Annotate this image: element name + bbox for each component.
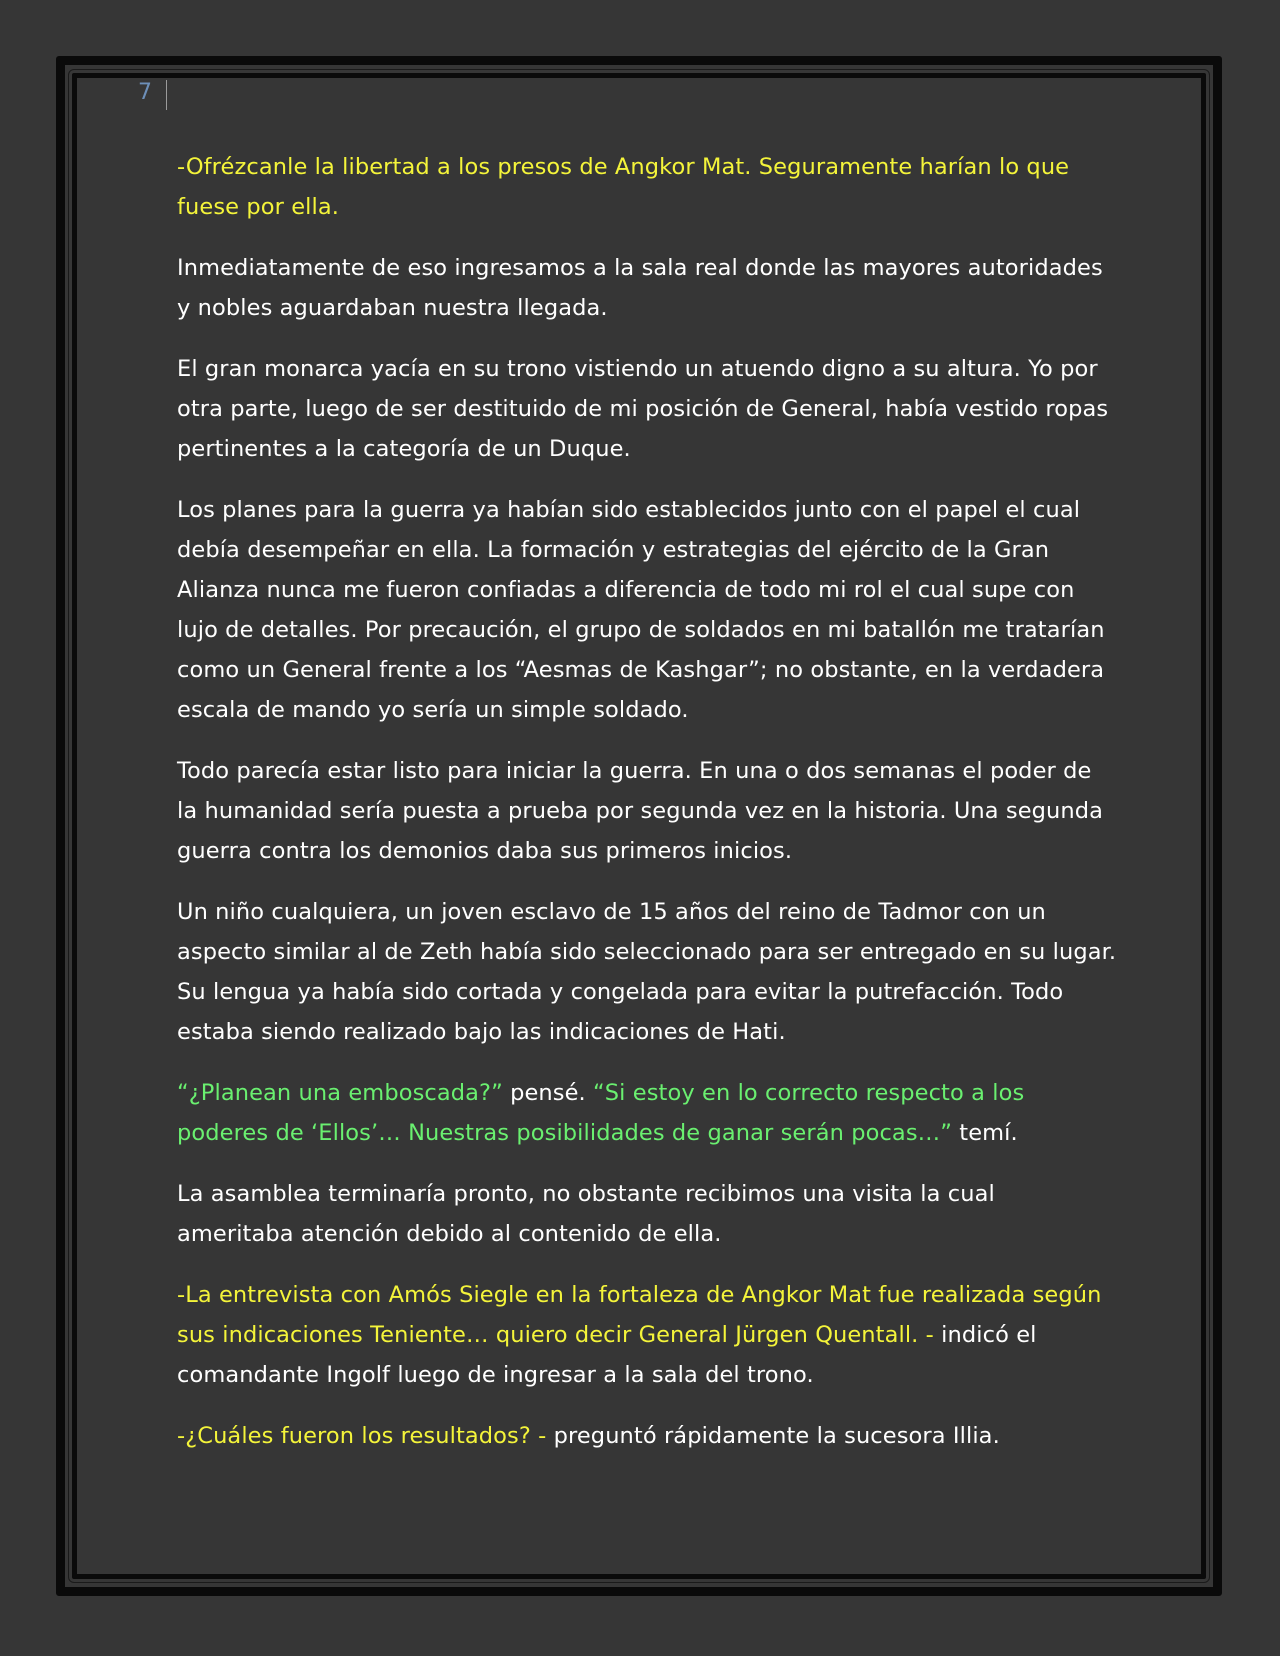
paragraph-narration-nino	[177, 892, 1117, 1052]
narration-text: Inmediatamente de eso ingresamos a la sala real donde las mayores autoridades y nobles aguardaban nuestra llegada.	[177, 255, 1103, 321]
paragraph-dialogue-entrevista	[177, 1275, 1117, 1395]
thought-text: “Si estoy en lo correcto respecto a los poderes de ‘Ellos’… Nuestras posibilidades de ganar serán pocas…”	[177, 1080, 1025, 1146]
page-body	[177, 147, 1117, 1477]
narration-text: El gran monarca yacía en su trono vistiendo un atuendo digno a su altura. Yo por otra parte, luego de ser destituido de mi posición de General, había vestido ropas pertinentes a la categoría de un Duque.	[177, 356, 1109, 462]
narration-text: pensé.	[502, 1080, 594, 1106]
page-number: 7	[138, 80, 152, 105]
thought-text: “¿Planean una emboscada?”	[177, 1080, 503, 1106]
narration-text: La asamblea terminaría pronto, no obstante recibimos una visita la cual ameritaba atención debido al contenido de ella.	[177, 1181, 995, 1247]
paragraph-narration-sala-real	[177, 248, 1117, 328]
paragraph-narration-guerra	[177, 751, 1117, 871]
dialogue-text: -La entrevista con Amós Siegle en la fortaleza de Angkor Mat fue realizada según sus indicaciones Teniente… quiero decir General Jürgen Quentall. -	[177, 1282, 1102, 1348]
paragraph-narration-planes	[177, 490, 1117, 730]
paragraph-narration-asamblea	[177, 1174, 1117, 1254]
narration-text: indicó el comandante Ingolf luego de ingresar a la sala del trono.	[177, 1322, 1037, 1388]
page-number-divider	[166, 80, 167, 110]
paragraph-thought-emboscada	[177, 1073, 1117, 1153]
narration-text: temí.	[952, 1120, 1018, 1146]
paragraph-dialogue-resultados	[177, 1416, 1117, 1456]
narration-text: Un niño cualquiera, un joven esclavo de 15 años del reino de Tadmor con un aspecto similar al de Zeth había sido seleccionado para ser entregado en su lugar. Su lengua ya había sido cortada y congelada para evitar la putrefacción. Todo estaba siendo realizado bajo las indicaciones de Hati.	[177, 899, 1117, 1045]
narration-text: Los planes para la guerra ya habían sido establecidos junto con el papel el cual debía desempeñar en ella. La formación y estrategias del ejército de la Gran Alianza nunca me fueron confiadas a diferencia de todo mi rol el cual supe con lujo de detalles. Por precaución, el grupo de soldados en mi batallón me tratarían como un General frente a los “Aesmas de Kashgar”; no obstante, en la verdadera escala de mando yo sería un simple soldado.	[177, 497, 1105, 723]
dialogue-text: -Ofrézcanle la libertad a los presos de Angkor Mat. Seguramente harían lo que fuese por ella.	[177, 154, 1070, 220]
dialogue-text: -¿Cuáles fueron los resultados? -	[177, 1423, 547, 1449]
paragraph-dialogue-ofrezcanle	[177, 147, 1117, 227]
narration-text: preguntó rápidamente la sucesora Illia.	[546, 1423, 1000, 1449]
narration-text: Todo parecía estar listo para iniciar la guerra. En una o dos semanas el poder de la humanidad sería puesta a prueba por segunda vez en la historia. Una segunda guerra contra los demonios daba sus primeros inicios.	[177, 758, 1104, 864]
paragraph-narration-monarca	[177, 349, 1117, 469]
